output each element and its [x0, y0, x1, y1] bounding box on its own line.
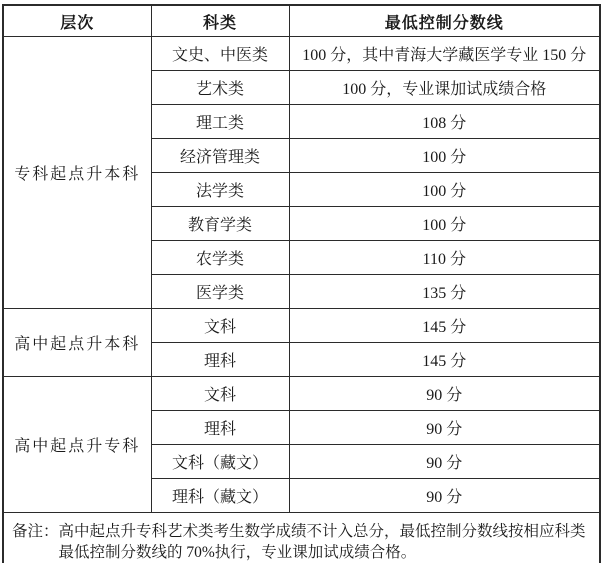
category-cell: 医学类	[151, 275, 289, 309]
category-cell: 经济管理类	[151, 139, 289, 173]
col-header-score: 最低控制分数线	[289, 5, 600, 37]
score-cell: 145 分	[289, 309, 600, 343]
table-row	[3, 37, 600, 71]
category-cell: 文科	[151, 377, 289, 411]
category-cell: 法学类	[151, 173, 289, 207]
score-cell: 100 分	[289, 173, 600, 207]
header-row	[3, 5, 600, 37]
level-cell-zhuanke-sheng-benke: 专科起点升本科	[3, 37, 151, 309]
score-table	[2, 4, 601, 563]
category-cell: 理科	[151, 343, 289, 377]
score-cell: 90 分	[289, 479, 600, 513]
category-cell: 理科（藏文）	[151, 479, 289, 513]
score-cell: 90 分	[289, 411, 600, 445]
category-cell: 艺术类	[151, 71, 289, 105]
table-row	[3, 377, 600, 411]
level-cell-gaozhong-sheng-zhuanke: 高中起点升专科	[3, 377, 151, 513]
category-cell: 文史、中医类	[151, 37, 289, 71]
note-label: 备注：	[12, 522, 59, 540]
table-row	[3, 309, 600, 343]
score-cell: 100 分，专业课加试成绩合格	[289, 71, 600, 105]
col-header-level: 层次	[3, 5, 151, 37]
score-cell: 100 分	[289, 139, 600, 173]
category-cell: 文科（藏文）	[151, 445, 289, 479]
level-cell-gaozhong-sheng-benke: 高中起点升本科	[3, 309, 151, 377]
score-cell: 100 分	[289, 207, 600, 241]
note-cell	[3, 513, 600, 563]
category-cell: 文科	[151, 309, 289, 343]
score-cell: 100 分，其中青海大学藏医学专业 150 分	[289, 37, 600, 71]
category-cell: 理科	[151, 411, 289, 445]
note-text: 高中起点升专科艺术类考生数学成绩不计入总分，最低控制分数线按相应科类最低控制分数线的 70%执行，专业课加试成绩合格。	[58, 522, 586, 561]
note-content	[12, 521, 591, 563]
score-cell: 110 分	[289, 241, 600, 275]
note-row	[3, 513, 600, 563]
score-cell: 135 分	[289, 275, 600, 309]
score-cell: 90 分	[289, 445, 600, 479]
category-cell: 教育学类	[151, 207, 289, 241]
category-cell: 理工类	[151, 105, 289, 139]
score-cell: 90 分	[289, 377, 600, 411]
score-cell: 145 分	[289, 343, 600, 377]
category-cell: 农学类	[151, 241, 289, 275]
score-cell: 108 分	[289, 105, 600, 139]
col-header-category: 科类	[151, 5, 289, 37]
